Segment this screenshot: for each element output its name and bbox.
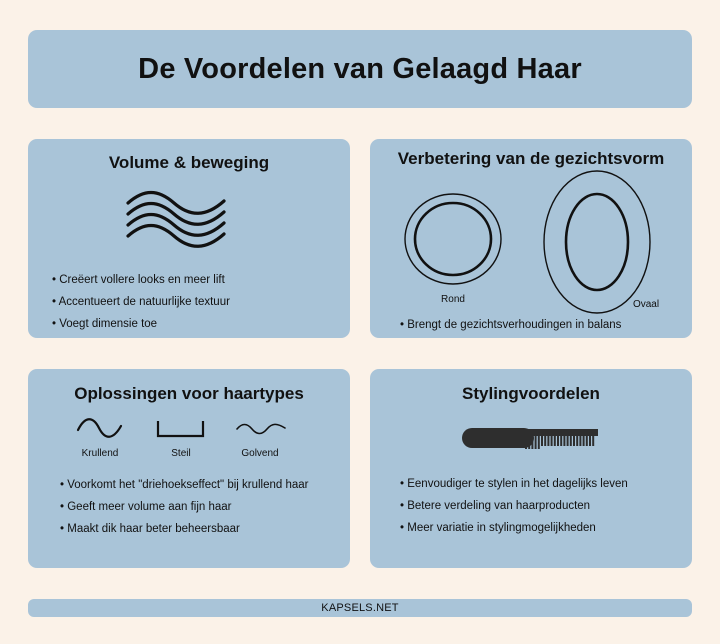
wavy-hair-icon: [235, 421, 287, 435]
round-face-label: Rond: [441, 294, 465, 305]
list-item: • Meer variatie in stylingmogelijkheden: [400, 517, 628, 539]
title-banner: [28, 30, 692, 108]
oval-face-icon: [542, 169, 652, 315]
card-styling-heading: Stylingvoordelen: [462, 384, 600, 403]
list-item: • Betere verdeling van haarproducten: [400, 495, 628, 517]
card-volume: [28, 139, 350, 338]
round-face-icon: [403, 192, 503, 286]
list-item: • Geeft meer volume aan fijn haar: [60, 496, 309, 518]
card-styling: [370, 369, 692, 568]
card-hair-types: [28, 369, 350, 568]
card-volume-bullets: [52, 269, 230, 335]
card-face-shape: [370, 139, 692, 338]
list-item: • Accentueert de natuurlijke textuur: [52, 291, 230, 313]
footer-bar: [28, 599, 692, 617]
page-title: De Voordelen van Gelaagd Haar: [138, 52, 582, 85]
list-item: • Eenvoudiger te stylen in het dagelijks leven: [400, 473, 628, 495]
card-types-bullets: [60, 474, 309, 540]
list-item: • Voorkomt het "driehoekseffect" bij krullend haar: [60, 474, 309, 496]
card-face-bullets: [400, 314, 621, 336]
list-item: • Maakt dik haar beter beheersbaar: [60, 518, 309, 540]
card-face-heading: Verbetering van de gezichtsvorm: [397, 149, 665, 168]
card-types-heading: Oplossingen voor haartypes: [74, 384, 304, 403]
card-volume-heading: Volume & beweging: [108, 153, 270, 172]
list-item: • Voegt dimensie toe: [52, 313, 230, 335]
wavy-hair-label: Golvend: [241, 448, 279, 459]
comb-icon: [460, 423, 600, 453]
card-styling-bullets: [400, 473, 628, 539]
straight-hair-icon: [156, 419, 206, 439]
footer-site-name: KAPSELS.NET: [321, 602, 399, 614]
oval-face-label: Ovaal: [632, 299, 660, 310]
curly-hair-icon: [75, 417, 125, 439]
waves-icon: [122, 189, 232, 251]
list-item: • Brengt de gezichtsverhoudingen in balans: [400, 314, 621, 336]
curly-hair-label: Krullend: [81, 448, 119, 459]
list-item: • Creëert vollere looks en meer lift: [52, 269, 230, 291]
straight-hair-label: Steil: [171, 448, 191, 459]
